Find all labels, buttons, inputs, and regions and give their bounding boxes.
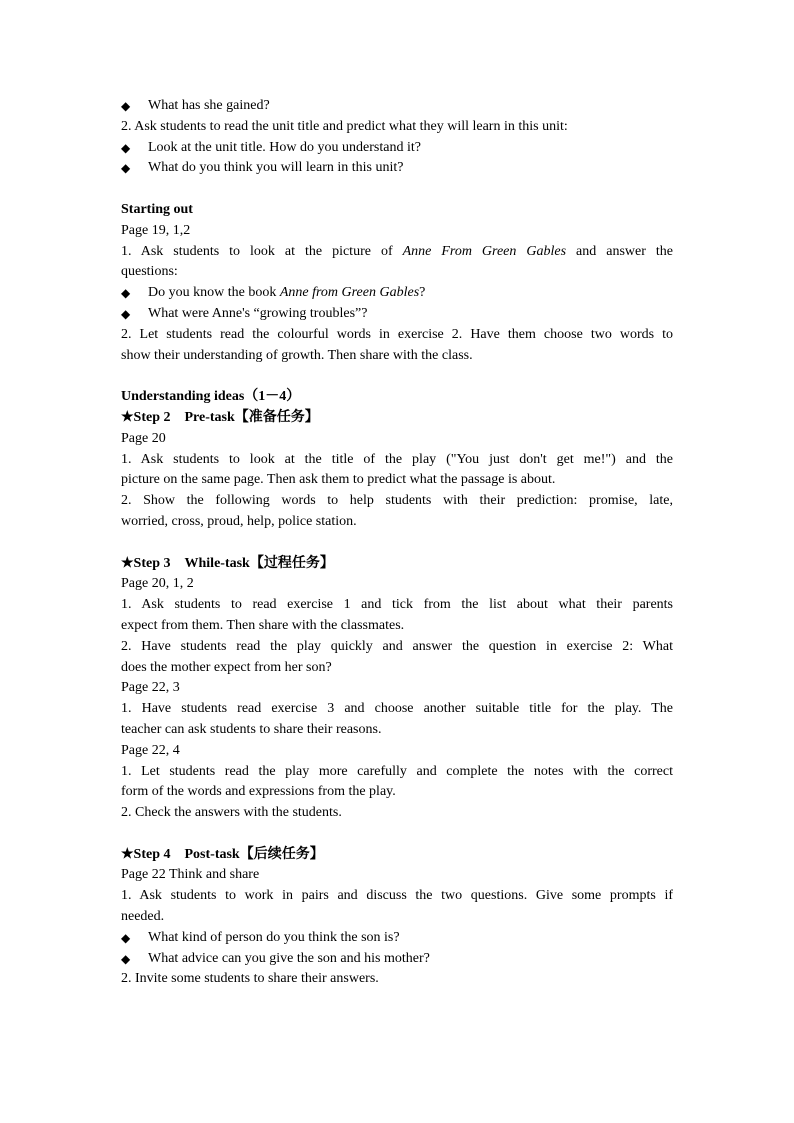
- bullet-item: [121, 304, 673, 325]
- page-reference: Page 22 Think and share: [121, 867, 260, 883]
- diamond-bullet-icon: ◆: [121, 286, 131, 301]
- bullet-item: [121, 96, 673, 117]
- step-heading-while-task: ★Step 3 While-task【过程任务】: [121, 555, 334, 571]
- bullet-text: What advice can you give the son and his mother?: [148, 950, 430, 966]
- diamond-bullet-icon: ◆: [121, 99, 131, 113]
- paragraph-line: 1. Have students read exercise 3 and choose another suitable title for the play. The: [121, 701, 673, 717]
- paragraph-line: 2. Check the answers with the students.: [121, 805, 342, 821]
- page-reference: Page 22, 4: [121, 742, 180, 758]
- bullet-text: What were Anne's “growing troubles”?: [148, 305, 368, 321]
- bullet-item: [121, 928, 673, 949]
- page-reference: Page 22, 3: [121, 680, 180, 696]
- step-heading-post-task: ★Step 4 Post-task【后续任务】: [121, 846, 324, 862]
- bullet-item: [121, 949, 673, 970]
- page-reference: Page 20: [121, 430, 166, 446]
- bullet-text: Look at the unit title. How do you understand it?: [148, 139, 421, 155]
- paragraph-line: 1. Ask students to work in pairs and discuss the two questions. Give some prompts if: [121, 888, 673, 904]
- paragraph-line: worried, cross, proud, help, police station.: [121, 513, 357, 529]
- step-heading-pre-task: ★Step 2 Pre-task【准备任务】: [121, 409, 319, 425]
- paragraph-line: form of the words and expressions from the play.: [121, 784, 396, 800]
- paragraph-line: picture on the same page. Then ask them to predict what the passage is about.: [121, 472, 556, 488]
- bullet-item: [121, 138, 673, 159]
- paragraph-line: expect from them. Then share with the classmates.: [121, 617, 405, 633]
- paragraph-line: questions:: [121, 264, 178, 280]
- diamond-bullet-icon: ◆: [121, 306, 131, 321]
- paragraph-line: does the mother expect from her son?: [121, 659, 332, 675]
- bullet-text: What has she gained?: [148, 98, 270, 113]
- paragraph-line: 2. Have students read the play quickly and answer the question in exercise 2: What: [121, 638, 673, 654]
- bullet-text: What do you think you will learn in this unit?: [148, 160, 404, 176]
- paragraph-line: 2. Invite some students to share their answers.: [121, 971, 379, 987]
- bullet-item: [121, 158, 673, 179]
- paragraph-line: 1. Let students read the play more carefully and complete the notes with the correct: [121, 763, 673, 779]
- document-body: [121, 96, 673, 990]
- paragraph-line: 2. Show the following words to help students with their prediction: promise, late,: [121, 493, 673, 509]
- paragraph-line: 1. Ask students to look at the picture of Anne From Green Gables and answer the: [121, 243, 673, 259]
- diamond-bullet-icon: ◆: [121, 930, 131, 945]
- paragraph-line: 2. Ask students to read the unit title and predict what they will learn in this unit:: [121, 118, 568, 134]
- paragraph-line: 2. Let students read the colourful words in exercise 2. Have them choose two words to: [121, 326, 673, 342]
- paragraph-line: 1. Ask students to read exercise 1 and tick from the list about what their parents: [121, 597, 673, 613]
- section-heading-understanding-ideas: Understanding ideas（1－4）: [121, 389, 301, 405]
- diamond-bullet-icon: ◆: [121, 161, 131, 176]
- page-reference: Page 19, 1,2: [121, 222, 191, 238]
- book-title: Anne from Green Gables: [279, 285, 420, 301]
- paragraph-line: show their understanding of growth. Then share with the class.: [121, 347, 473, 363]
- bullet-item: ◆ Do you know the book Anne from Green Gables?: [121, 283, 673, 304]
- paragraph-line: teacher can ask students to share their reasons.: [121, 721, 382, 737]
- diamond-bullet-icon: ◆: [121, 140, 131, 155]
- page-reference: Page 20, 1, 2: [121, 576, 194, 592]
- bullet-text: What kind of person do you think the son is?: [148, 929, 400, 945]
- book-title: Anne From Green Gables: [402, 243, 567, 259]
- paragraph-line: 1. Ask students to look at the title of the play ("You just don't get me!") and the: [121, 451, 673, 467]
- section-heading-starting-out: Starting out: [121, 201, 193, 217]
- paragraph-line: needed.: [121, 909, 165, 925]
- diamond-bullet-icon: ◆: [121, 951, 131, 966]
